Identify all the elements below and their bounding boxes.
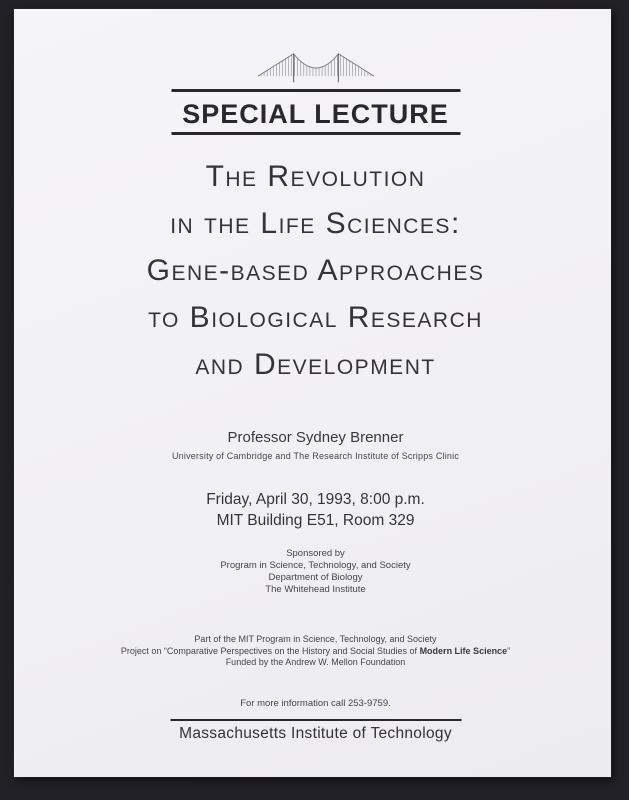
suspension-bridge-icon (17, 51, 614, 89)
title-line: Gene-based Approaches (146, 254, 485, 287)
speaker-name: Professor Sydney Brenner (227, 429, 404, 446)
institution-name: Massachusetts Institute of Technology (179, 725, 452, 742)
title-line: in the Life Sciences: (170, 207, 461, 240)
masthead-label: SPECIAL LECTURE (182, 99, 449, 129)
sponsor-line: The Whitehead Institute (265, 584, 366, 595)
project-line-suffix: ” (507, 645, 511, 656)
lecture-poster (14, 9, 611, 777)
masthead-top-rule (171, 89, 460, 92)
title-line: The Revolution (205, 160, 426, 193)
program-note-line: Part of the MIT Program in Science, Technology, and Society (194, 634, 437, 644)
footer-rule (170, 719, 461, 721)
lecture-title (17, 153, 614, 388)
sponsors-section (17, 548, 614, 596)
project-line-emphasis: Modern Life Science (419, 645, 508, 656)
sponsor-line: Program in Science, Technology, and Society (220, 560, 411, 571)
program-note-line (17, 646, 614, 658)
program-note-line: Funded by the Andrew W. Mellon Foundation (225, 657, 406, 667)
title-line: and Development (195, 348, 436, 381)
sponsor-line: Department of Biology (268, 572, 363, 583)
event-location: MIT Building E51, Room 329 (216, 512, 415, 529)
poster-content (17, 9, 614, 777)
contact-info-line: For more information call 253-9759. (240, 698, 391, 709)
masthead-bottom-rule (171, 132, 460, 135)
project-line-prefix: Project on “Comparative Perspectives on the History and Social Studies of (120, 645, 420, 656)
event-datetime: Friday, April 30, 1993, 8:00 p.m. (206, 491, 425, 508)
program-note-section (17, 634, 614, 669)
sponsors-heading: Sponsored by (286, 548, 345, 559)
speaker-affiliation: University of Cambridge and The Research Institute of Scripps Clinic (171, 451, 460, 461)
title-line: to Biological Research (148, 301, 483, 334)
